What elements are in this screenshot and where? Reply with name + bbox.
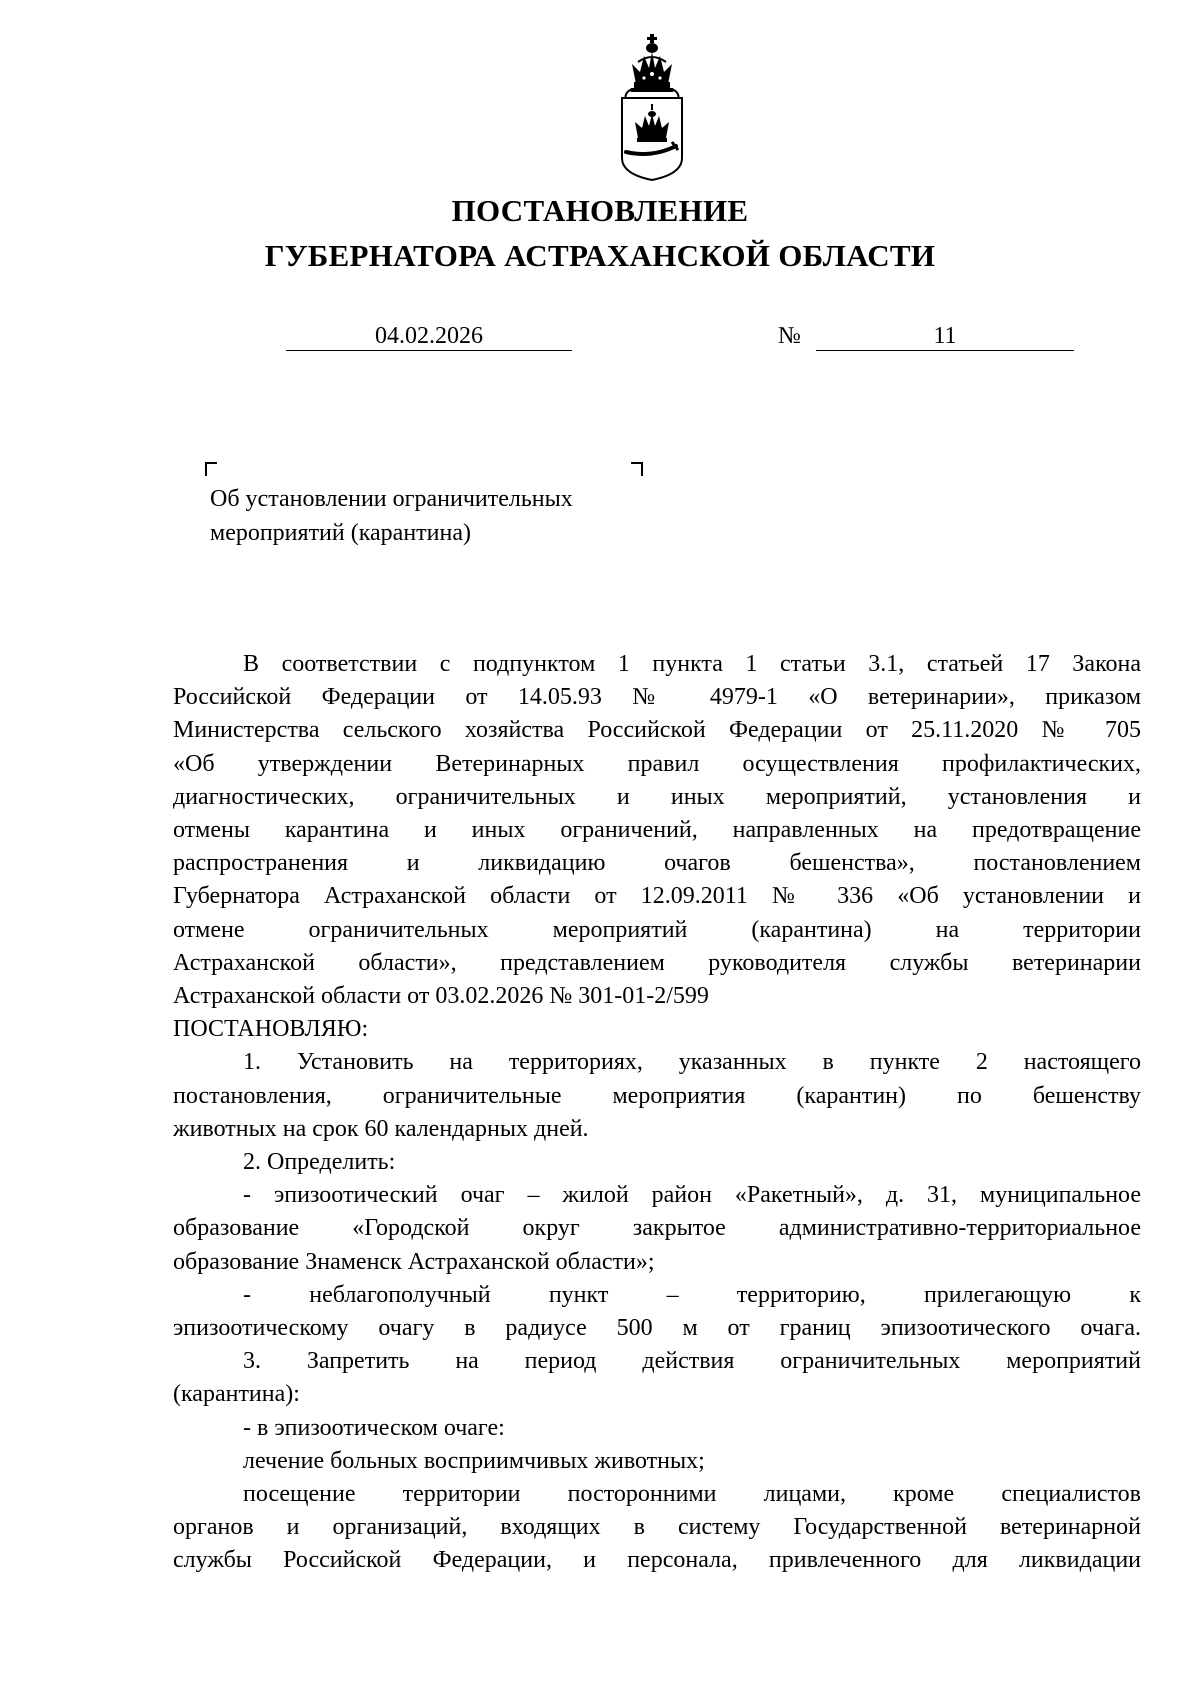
text-line: органов и организаций, входящих в систему Государственной ветеринарной [173,1514,1141,1541]
text-line: лечение больных восприимчивых животных; [243,1447,705,1474]
text-line: отмены карантина и иных ограничений, направленных на предотвращение [173,817,1141,844]
subject-line: мероприятий (карантина) [210,520,471,546]
text-line: Российской Федерации от 14.05.93 № 4979-1 «О ветеринарии», приказом [173,684,1141,711]
text-line: отмене ограничительных мероприятий (карантина) на территории [173,916,1141,943]
text-line: постановления, ограничительные мероприятия (карантин) по бешенству [173,1082,1141,1109]
text-line: посещение территории посторонними лицами, кроме специалистов [243,1481,1141,1508]
text-line: Министерства сельского хозяйства Российской Федерации от 25.11.2020 № 705 [173,717,1141,744]
text-line: диагностических, ограничительных и иных мероприятий, установления и [173,783,1141,810]
document-subject [210,482,660,550]
subject-line: Об установлении ограничительных [210,486,573,512]
text-line: В соответствии с подпунктом 1 пункта 1 статьи 3.1, статьей 17 Закона [243,651,1141,677]
text-line: Астраханской области от 03.02.2026 № 301-01-2/599 [173,983,709,1010]
text-line: 1. Установить на территориях, указанных в пункте 2 настоящего [243,1049,1141,1076]
text-line: распространения и ликвидацию очагов бешенства», постановлением [173,850,1141,877]
number-sign: № [778,323,801,349]
text-line: животных на срок 60 календарных дней. [173,1115,589,1142]
text-line: - эпизоотический очаг – жилой район «Ракетный», д. 31, муниципальное [243,1182,1141,1209]
document-number: 11 [816,322,1074,351]
item-heading: 2. Определить: [243,1149,396,1176]
decree-word: ПОСТАНОВЛЯЮ: [173,1016,369,1043]
subject-bracket-right [631,462,643,476]
document-body [173,648,1141,1578]
text-line: (карантина): [173,1381,300,1408]
text-line: «Об утверждении Ветеринарных правил осуществления профилактических, [173,750,1141,777]
text-line: - неблагополучный пункт – территорию, прилегающую к [243,1281,1141,1308]
text-line: 3. Запретить на период действия ограничительных мероприятий [243,1348,1141,1375]
coat-of-arms-astrakhan-icon [616,34,688,182]
text-line: образование «Городской округ закрытое административно-территориальное [173,1215,1141,1242]
document-title: ПОСТАНОВЛЕНИЕ [451,193,749,228]
text-line: Губернатора Астраханской области от 12.09.2011 № 336 «Об установлении и [173,883,1141,910]
document-date: 04.02.2026 [286,322,572,351]
text-line: службы Российской Федерации, и персонала, привлеченного для ликвидации [173,1547,1141,1574]
text-line: Астраханской области», представлением руководителя службы ветеринарии [173,949,1141,976]
text-line: - в эпизоотическом очаге: [243,1414,505,1441]
issuer-title: ГУБЕРНАТОРА АСТРАХАНСКОЙ ОБЛАСТИ [264,238,936,273]
text-line: эпизоотическому очагу в радиусе 500 м от границ эпизоотического очага. [173,1315,1141,1342]
subject-bracket-left [205,462,217,476]
text-line: образование Знаменск Астраханской области»; [173,1248,655,1275]
